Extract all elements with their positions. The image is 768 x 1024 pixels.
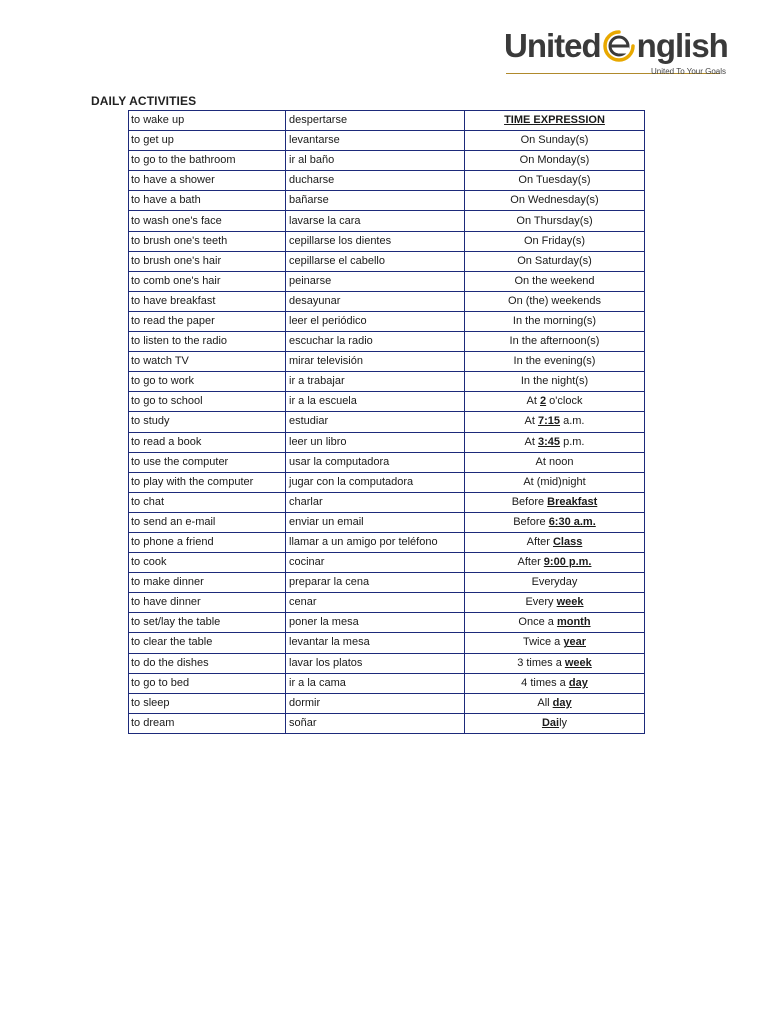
time-expression-text: 3 times a (517, 656, 565, 669)
time-expression-text: In the morning(s) (512, 314, 597, 327)
time-expression-cell (465, 151, 645, 171)
time-expression-text: Before (511, 495, 548, 508)
spanish-translation-cell: cocinar (286, 553, 465, 573)
time-expression-emphasis: year (563, 636, 586, 649)
english-phrase-cell: to play with the computer (129, 472, 286, 492)
english-phrase-cell: to brush one's teeth (129, 231, 286, 251)
time-expression-text: On Thursday(s) (516, 214, 593, 227)
time-expression-text: At noon (535, 455, 574, 468)
time-expression-text: In the afternoon(s) (509, 335, 600, 348)
time-expression-cell (465, 713, 645, 733)
table-row (129, 131, 645, 151)
table-row (129, 191, 645, 211)
time-expression-cell (465, 131, 645, 151)
english-phrase-cell: to do the dishes (129, 653, 286, 673)
table-row (129, 432, 645, 452)
english-phrase-cell: to set/lay the table (129, 613, 286, 633)
spanish-translation-cell: ducharse (286, 171, 465, 191)
time-expression-text: All (537, 696, 553, 709)
spanish-translation-cell: despertarse (286, 111, 465, 131)
time-expression-emphasis: day (568, 676, 588, 689)
time-expression-cell (465, 231, 645, 251)
table-row (129, 492, 645, 512)
time-expression-cell (465, 251, 645, 271)
english-phrase-cell: to have dinner (129, 593, 286, 613)
table-row (129, 271, 645, 291)
time-expression-suffix: o'clock (546, 395, 583, 408)
table-row (129, 231, 645, 251)
spanish-translation-cell: levantar la mesa (286, 633, 465, 653)
time-expression-emphasis: 2 (539, 395, 547, 408)
spanish-translation-cell: cenar (286, 593, 465, 613)
spanish-translation-cell: jugar con la computadora (286, 472, 465, 492)
spanish-translation-cell: usar la computadora (286, 452, 465, 472)
english-phrase-cell: to comb one's hair (129, 271, 286, 291)
table-row (129, 352, 645, 372)
english-phrase-cell: to wash one's face (129, 211, 286, 231)
english-phrase-cell: to study (129, 412, 286, 432)
english-phrase-cell: to use the computer (129, 452, 286, 472)
spanish-translation-cell: enviar un email (286, 512, 465, 532)
document-title: DAILY ACTIVITIES (91, 94, 197, 108)
time-expression-cell (465, 291, 645, 311)
english-phrase-cell: to get up (129, 131, 286, 151)
english-phrase-cell: to chat (129, 492, 286, 512)
table-row (129, 633, 645, 653)
english-phrase-cell: to send an e-mail (129, 512, 286, 532)
spanish-translation-cell: peinarse (286, 271, 465, 291)
table-row (129, 332, 645, 352)
time-expression-cell (465, 412, 645, 432)
logo-e-icon (602, 29, 636, 63)
spanish-translation-cell: charlar (286, 492, 465, 512)
time-expression-text: At (526, 395, 540, 408)
time-expression-cell (465, 171, 645, 191)
english-phrase-cell: to sleep (129, 693, 286, 713)
time-expression-emphasis: 7:15 (537, 415, 561, 428)
english-phrase-cell: to go to bed (129, 673, 286, 693)
time-expression-text: On Sunday(s) (520, 134, 589, 147)
english-phrase-cell: to cook (129, 553, 286, 573)
time-expression-text: On Tuesday(s) (518, 174, 591, 187)
time-expression-cell (465, 673, 645, 693)
table-row (129, 372, 645, 392)
english-phrase-cell: to phone a friend (129, 532, 286, 552)
logo-wordmark (504, 24, 728, 68)
time-expression-cell (465, 653, 645, 673)
time-expression-text: On Saturday(s) (517, 254, 592, 267)
time-expression-cell (465, 332, 645, 352)
time-expression-emphasis: 6:30 a.m. (548, 515, 596, 528)
table-row (129, 171, 645, 191)
time-expression-text: On Wednesday(s) (510, 194, 599, 207)
time-expression-emphasis: Dai (541, 716, 560, 729)
time-expression-cell (465, 311, 645, 331)
table-row (129, 111, 645, 131)
table-row (129, 653, 645, 673)
table-row (129, 392, 645, 412)
time-expression-cell (465, 392, 645, 412)
time-expression-cell (465, 352, 645, 372)
table-row (129, 532, 645, 552)
time-expression-text: Once a (518, 616, 557, 629)
english-phrase-cell: to go to the bathroom (129, 151, 286, 171)
table-row (129, 713, 645, 733)
english-phrase-cell: to listen to the radio (129, 332, 286, 352)
time-expression-cell (465, 613, 645, 633)
brand-logo (502, 24, 734, 80)
english-phrase-cell: to watch TV (129, 352, 286, 372)
time-expression-emphasis: day (552, 696, 572, 709)
spanish-translation-cell: lavarse la cara (286, 211, 465, 231)
time-expression-text: Every (525, 596, 557, 609)
spanish-translation-cell: llamar a un amigo por teléfono (286, 532, 465, 552)
time-expression-cell (465, 271, 645, 291)
table-row (129, 412, 645, 432)
english-phrase-cell: to go to school (129, 392, 286, 412)
spanish-translation-cell: preparar la cena (286, 573, 465, 593)
time-expression-emphasis: Class (552, 536, 583, 549)
table-row (129, 673, 645, 693)
table-row (129, 573, 645, 593)
time-expression-cell (465, 573, 645, 593)
spanish-translation-cell: bañarse (286, 191, 465, 211)
english-phrase-cell: to have breakfast (129, 291, 286, 311)
time-expression-emphasis: 9:00 p.m. (543, 556, 592, 569)
time-expression-suffix: p.m. (560, 435, 585, 448)
time-expression-cell (465, 633, 645, 653)
time-expression-emphasis: week (556, 596, 584, 609)
time-expression-cell (465, 472, 645, 492)
spanish-translation-cell: mirar televisión (286, 352, 465, 372)
table-row (129, 452, 645, 472)
time-expression-cell (465, 693, 645, 713)
table-row (129, 472, 645, 492)
table-row (129, 593, 645, 613)
time-expression-cell (465, 191, 645, 211)
spanish-translation-cell: poner la mesa (286, 613, 465, 633)
spanish-translation-cell: levantarse (286, 131, 465, 151)
time-expression-emphasis: week (564, 656, 592, 669)
time-expression-text: On (the) weekends (508, 294, 601, 307)
spanish-translation-cell: ir al baño (286, 151, 465, 171)
spanish-translation-cell: cepillarse los dientes (286, 231, 465, 251)
table-row (129, 151, 645, 171)
time-expression-cell (465, 432, 645, 452)
time-expression-text: Twice a (523, 636, 564, 649)
time-expression-text: On Friday(s) (523, 234, 586, 247)
time-expression-text: On the weekend (514, 274, 595, 287)
english-phrase-cell: to clear the table (129, 633, 286, 653)
table-row (129, 613, 645, 633)
time-expression-emphasis: month (556, 616, 591, 629)
english-phrase-cell: to have a bath (129, 191, 286, 211)
spanish-translation-cell: leer el periódico (286, 311, 465, 331)
time-expression-text: On Monday(s) (519, 154, 590, 167)
english-phrase-cell: to go to work (129, 372, 286, 392)
time-expression-text: In the night(s) (520, 375, 589, 388)
time-expression-cell (465, 593, 645, 613)
spanish-translation-cell: desayunar (286, 291, 465, 311)
time-expression-text: 4 times a (521, 676, 569, 689)
time-expression-text: At (mid)night (523, 475, 586, 488)
time-expression-cell (465, 211, 645, 231)
time-expression-cell (465, 492, 645, 512)
table-row (129, 311, 645, 331)
time-expression-cell (465, 512, 645, 532)
time-expression-cell (465, 532, 645, 552)
spanish-translation-cell: escuchar la radio (286, 332, 465, 352)
time-expression-emphasis: Breakfast (547, 495, 598, 508)
table-row (129, 693, 645, 713)
english-phrase-cell: to dream (129, 713, 286, 733)
english-phrase-cell: to wake up (129, 111, 286, 131)
spanish-translation-cell: leer un libro (286, 432, 465, 452)
table-row (129, 553, 645, 573)
logo-text-english: nglish (636, 27, 728, 64)
spanish-translation-cell: dormir (286, 693, 465, 713)
spanish-translation-cell: cepillarse el cabello (286, 251, 465, 271)
table-row (129, 251, 645, 271)
time-expression-emphasis: 3:45 (537, 435, 561, 448)
spanish-translation-cell: soñar (286, 713, 465, 733)
spanish-translation-cell: estudiar (286, 412, 465, 432)
logo-tagline: United To Your Goals (650, 67, 726, 76)
time-expression-text: At (524, 415, 538, 428)
table-row (129, 291, 645, 311)
time-expression-header-label: TIME EXPRESSION (504, 114, 605, 127)
spanish-translation-cell: ir a trabajar (286, 372, 465, 392)
time-expression-text: After (517, 556, 544, 569)
vocabulary-table (128, 110, 645, 734)
time-expression-text: In the evening(s) (513, 355, 596, 368)
time-expression-cell (465, 452, 645, 472)
english-phrase-cell: to brush one's hair (129, 251, 286, 271)
spanish-translation-cell: ir a la cama (286, 673, 465, 693)
logo-text-united: United (504, 27, 601, 64)
spanish-translation-cell: lavar los platos (286, 653, 465, 673)
time-expression-text: Everyday (531, 576, 578, 589)
time-expression-text: Before (513, 515, 549, 528)
spanish-translation-cell: ir a la escuela (286, 392, 465, 412)
time-expression-cell (465, 553, 645, 573)
table-row (129, 211, 645, 231)
english-phrase-cell: to make dinner (129, 573, 286, 593)
time-expression-header (465, 111, 645, 131)
time-expression-suffix: a.m. (560, 415, 585, 428)
english-phrase-cell: to read the paper (129, 311, 286, 331)
english-phrase-cell: to read a book (129, 432, 286, 452)
time-expression-text: At (524, 435, 538, 448)
time-expression-cell (465, 372, 645, 392)
table-row (129, 512, 645, 532)
english-phrase-cell: to have a shower (129, 171, 286, 191)
time-expression-text: After (526, 536, 553, 549)
time-expression-suffix: ly (559, 716, 568, 729)
